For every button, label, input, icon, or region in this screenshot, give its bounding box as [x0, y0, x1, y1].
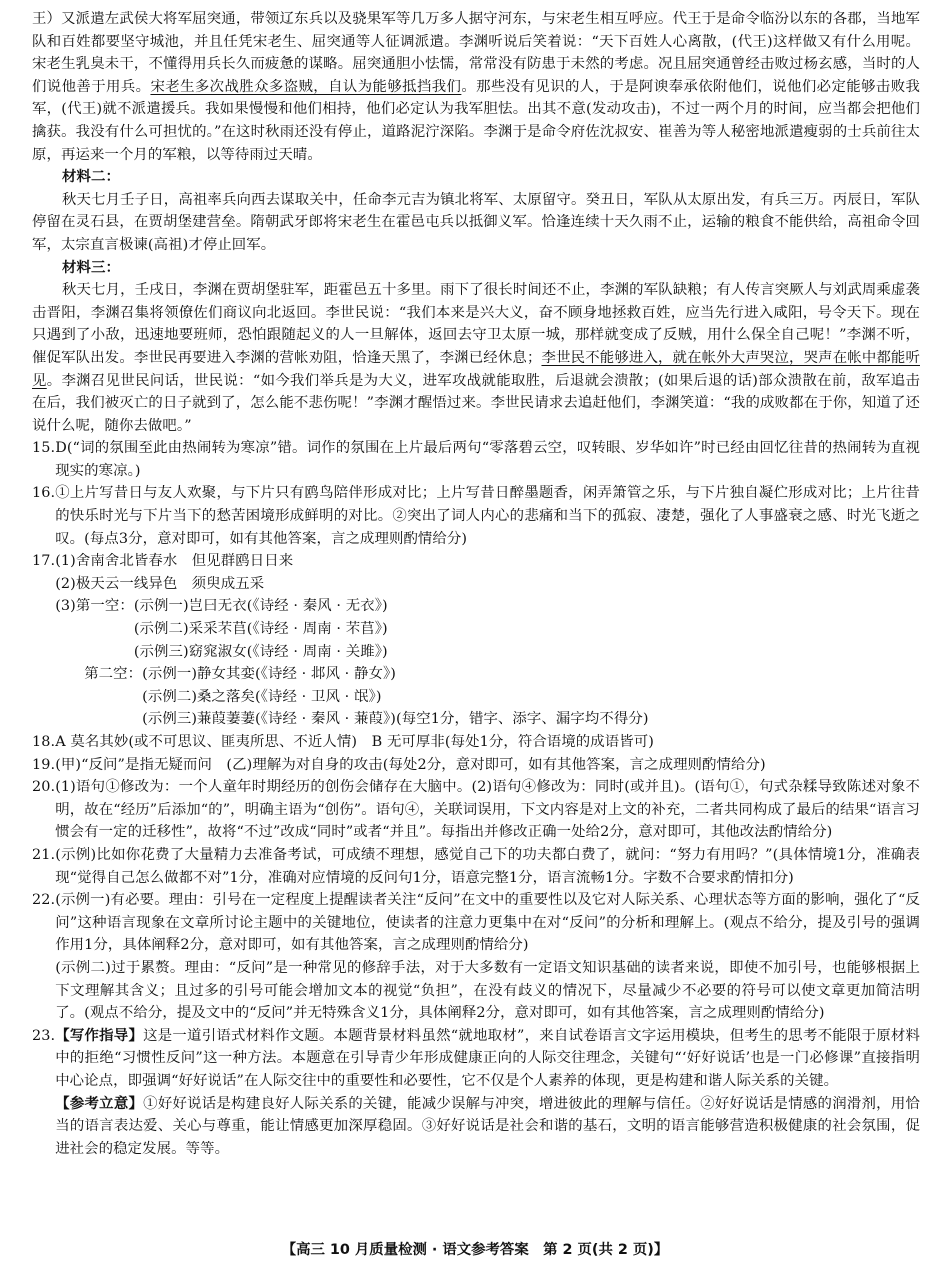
answer-18 — [32, 731, 920, 754]
answer-text: A 莫名其妙(或不可思议、匪夷所思、不近人情) B 无可厚非(每处1分，符合语境的成语皆可) — [55, 734, 654, 750]
answer-number: 16. — [32, 485, 56, 502]
answer-23 — [32, 1025, 920, 1161]
reference-ideas-label: 【参考立意】 — [55, 1095, 144, 1112]
translation-text-cont: 。那些没有见识的人，于是阿谀奉承依附他们，说他们必定能够击败我军，(代王)就不派遣援兵。我如果慢慢和他们相持，他们必定认为我军胆怯。出其不意(发动攻击)，不过一两个月的时间，应当都会把他们擒获。我没有什么可担忧的。”在这时秋雨还没有停止，道路泥泞深陷。李渊于是命令府佐沈叔安、崔善为等人秘密地派遣瘦弱的士兵前往太原，再运来一个月的军粮，以等待雨过天晴。 — [32, 78, 920, 163]
writing-guide — [55, 1025, 920, 1093]
answer-22 — [32, 889, 920, 1025]
reference-ideas-text: ①好好说话是构建良好人际关系的关键，能减少误解与冲突，增进彼此的理解与信任。②好好说话是情感的润滑剂，用恰当的语言表达爱、关心与尊重，能让情感更加深厚稳固。③好好说话是社会和谐的基石，文明的语言能够营造积极健康的社会氛围，促进社会的稳定发展。等等。 — [55, 1095, 920, 1157]
material-three-heading: 材料三： — [62, 259, 120, 276]
answer-number: 18. — [32, 734, 56, 750]
answer-number: 21. — [32, 846, 56, 863]
answer-19 — [32, 754, 920, 777]
answer-17-part-3-first-blank — [55, 595, 920, 663]
answer-number: 17. — [32, 553, 56, 570]
underlined-key-sentence: 宋老生多次战胜众多盗贼，自认为能够抵挡我们 — [150, 78, 462, 95]
example-1: (示例一)岂曰无衣(《诗经 · 秦风 · 无衣》) — [133, 598, 388, 615]
answer-17-part-1: (1)舍南舍北皆春水 但见群鸥日日来 — [55, 553, 294, 570]
example-3: (示例三)窈窕淑女(《诗经 · 周南 · 关雎》) — [133, 643, 388, 660]
answer-number: 19. — [32, 756, 56, 773]
blank-label: (3)第一空： — [55, 598, 134, 615]
material-three-text — [32, 279, 920, 437]
answer-text: (甲)“反问”是指无疑而问 (乙)理解为对自身的攻击(每处2分，意对即可，如有其他答案，言之成理则酌情给分) — [55, 756, 766, 773]
answer-text: (1)语句①修改为：一个人童年时期经历的创伤会储存在大脑中。(2)语句④修改为：同时(或并且)。(语句①，句式杂糅导致陈述对象不明，故在“经历”后添加“的”，明确主语为“创伤”。语句④，关联词误用，下文内容是对上文的补充，二者共同构成了最后的结果“语言习惯会有一定的迁移性”，故将“不过”改成“同时”或者“并且”。每指出并修改正确一处给2分，意对即可，其他改法酌情给分) — [55, 779, 920, 841]
answer-17-part-3-second-blank — [55, 663, 920, 731]
answer-text: ①上片写昔日与友人欢聚，与下片只有鸥鸟陪伴形成对比；上片写昔日醉墨题香，闲弄箫管之乐，与下片独自凝伫形成对比；上片往昔的快乐时光与下片当下的愁苦困境形成鲜明的对比。②突出了词人内心的悲痛和当下的孤寂、凄楚，强化了人事盛衰之感、时光飞逝之叹。(每点3分，意对即可，如有其他答案，言之成理则酌情给分) — [55, 485, 920, 547]
page-footer: 【高三 10 月质量检测 · 语文参考答案 第 2 页(共 2 页)】 — [281, 1242, 669, 1258]
answer-22-example-1: (示例一)有必要。理由：引号在一定程度上提醒读者关注“反问”在文中的重要性以及它对人际关系、心理状态等方面的影响，强化了“反问”这种语言现象在文章所讨论主题中的关键地位，使读者的注意力更集中在对“反问”的分析和理解上。(观点不给分，提及引号的强调作用1分，具体阐释2分，意对即可，如有其他答案，言之成理则酌情给分) — [55, 892, 920, 954]
answer-text: (示例)比如你花费了大量精力去准备考试，可成绩不理想，感觉自己下的功夫都白费了，就问：“努力有用吗？”(具体情境1分，准确表现“觉得自己怎么做都不对”1分，准确对应情境的反问句1分，语意完整1分，语言流畅1分。字数不合要求酌情扣分) — [55, 846, 920, 886]
example-4: (示例一)静女其娈(《诗经 · 邶风 · 静女》) — [142, 666, 397, 683]
answer-body — [55, 889, 920, 1025]
example-5: (示例二)桑之落矣(《诗经 · 卫风 · 氓》) — [142, 688, 382, 705]
answer-number: 23. — [32, 1027, 56, 1044]
answer-number: 22. — [32, 892, 56, 909]
answer-22-example-2: (示例二)过于累赘。理由：“反问”是一种常见的修辞手法，对于大多数有一定语文知识基础的读者来说，即使不加引号，也能够根据上下文理解其含义；且过多的引号可能会增加文本的视觉“负担”，在没有歧义的情况下，尽量减少不必要的符号可以使文章更加简洁明了。(观点不给分，提及文中的“反问”并无特殊含义1分，具体阐释2分，意对即可，如有其他答案，言之成理则酌情给分) — [55, 959, 920, 1022]
answer-20 — [32, 776, 920, 844]
translation-continued — [32, 8, 920, 166]
writing-guide-label: 【写作指导】 — [55, 1027, 144, 1044]
writing-guide-text: 这是一道引语式材料作文题。本题背景材料虽然“就地取材”，来自试卷语言文字运用模块，但考生的思考不能限于原材料中的拒绝“习惯性反问”这一种方法。本题意在引导青少年形成健康正向的人际交往理念，关键句“‘好好说话’也是一门必修课”直接指明中心论点，即强调“好好说话”在人际交往中的重要性和必要性，它不仅是个人素养的体现，更是构建和谐人际关系的关键。 — [55, 1027, 920, 1089]
answer-text: D(“词的氛围至此由热闹转为寒凉”错。词作的氛围在上片最后两句“零落碧云空，叹转眼、岁华如许”时已经由回忆往昔的热闹转为直视现实的寒凉。) — [55, 440, 920, 479]
page-content — [32, 8, 920, 1160]
answer-16 — [32, 482, 920, 550]
material-three-part-a: 秋天七月，壬戌日，李渊在贾胡堡驻军，距霍邑五十多里。雨下了很长时间还不止，李渊的军队缺粮；有人传言突厥人与刘武周乘虚袭击晋阳，李渊召集将领僚佐们商议向北返回。李世民说：“我们本来是兴大义，奋不顾身地拯救百姓，应当先行进入咸阳，号令天下。现在只遇到了小敌，迅速地要班师，恐怕跟随起义的人一旦解体，返回去守卫太原一城，那样就变成了反贼，用什么保全自己呢！”李渊不听，催促军队出发。李世民再要进入李渊的营帐劝阻，恰逢天黑了，李渊已经休息； — [32, 282, 920, 366]
answer-body — [55, 550, 920, 731]
answer-number: 15. — [32, 440, 56, 457]
example-6: (示例三)蒹葭萋萋(《诗经 · 秦风 · 蒹葭》)(每空1分，错字、添字、漏字均不得分) — [142, 711, 649, 728]
blank-label: 第二空： — [84, 666, 143, 683]
answer-17-part-2: (2)极天云一线异色 须臾成五采 — [55, 575, 265, 592]
reference-ideas — [55, 1093, 920, 1161]
answer-21 — [32, 844, 920, 889]
example-2: (示例二)采采芣苢(《诗经 · 周南 · 芣苢》) — [133, 621, 388, 638]
answer-number: 20. — [32, 779, 56, 796]
examples — [134, 595, 920, 663]
translation-text: 王）又派遣左武侯大将军屈突通，带领辽东兵以及骁果军等几万多人据守河东，与宋老生相互呼应。代王于是命令临汾以东的各郡，当地军队和百姓都要坚守城池，并且任凭宋老生、屈突通等人征调派遣。李渊听说后笑着说：“天下百姓人心离散，(代王)这样做又有什么用呢。宋老生乳臭未干，不懂得用兵长久而疲惫的谋略。屈突通胆小怯懦，常常没有防患于未然的考虑。况且屈突通曾经击败过杨玄感，当时的人们说他善于用兵。 — [32, 11, 920, 95]
answer-17 — [32, 550, 920, 731]
material-two-text: 秋天七月壬子日，高祖率兵向西去谋取关中，任命李元吉为镇北将军、太原留守。癸丑日，军队从太原出发，有兵三万。丙辰日，军队停留在灵石县，在贾胡堡建营垒。隋朝武牙郎将宋老生在霍邑屯兵以抵御义军。恰逢连续十天久雨不止，运输的粮食不能供给，高祖命令回军，太宗直言极谏(高祖)才停止回军。 — [32, 191, 920, 253]
underlined-key-sentence-2: 李世民不能够进入，就在帐外大声哭泣，哭声在帐中都能听见 — [32, 349, 920, 389]
examples — [142, 663, 920, 731]
answer-15 — [32, 437, 920, 482]
material-three-part-b: 。李渊召见世民问话，世民说：“如今我们举兵是为大义，进军攻战就能取胜，后退就会溃散；(如果后退的话)部众溃散在前，敌军追击在后，我们被灭亡的日子就到了，怎么能不悲伤呢！”李渊才醒悟过来。李世民请求去追赶他们，李渊笑道：“我的成败都在于你，知道了还说什么呢，随你去做吧。” — [32, 372, 920, 434]
answer-body — [55, 1025, 920, 1161]
material-two-heading: 材料二： — [62, 169, 120, 186]
